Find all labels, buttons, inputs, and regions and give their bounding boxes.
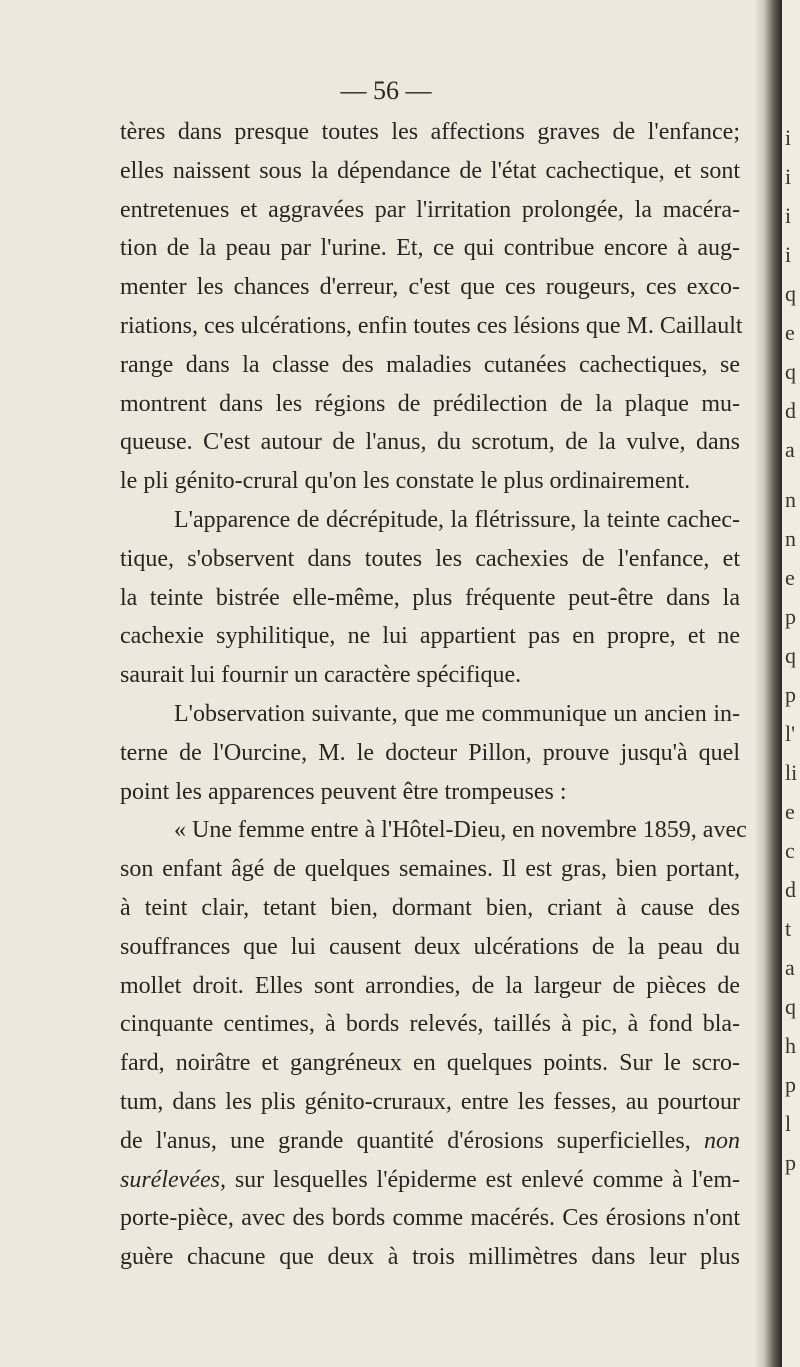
facing-letter: n xyxy=(785,526,796,551)
facing-letter: i xyxy=(785,242,792,267)
text-line: entretenues et aggravées par l'irritation prolongée, la macéra- xyxy=(120,196,740,223)
text-line: cinquante centimes, à bords relevés, taillés à pic, à fond bla- xyxy=(120,1011,740,1038)
text-line: mollet droit. Elles sont arrondies, de la largeur de pièces de xyxy=(120,972,740,999)
facing-letter: t xyxy=(785,916,792,941)
text-line: tion de la peau par l'urine. Et, ce qui contribue encore à aug- xyxy=(120,235,740,262)
facing-letter: d xyxy=(785,398,796,423)
text-line: tères dans presque toutes les affections graves de l'enfance; xyxy=(120,119,740,145)
text-line: le pli génito-crural qu'on les constate le plus ordinairement. xyxy=(120,468,691,495)
text-line xyxy=(120,1122,740,1161)
text-line: montrent dans les régions de prédilection de la plaque mu- xyxy=(120,390,740,417)
facing-letter: i xyxy=(785,203,792,228)
text-line: elles naissent sous la dépendance de l'état cachectique, et sont xyxy=(120,157,740,184)
facing-letter: q xyxy=(785,281,796,306)
text-line: son enfant âgé de quelques semaines. Il est gras, bien portant, xyxy=(120,856,740,883)
facing-letter: l' xyxy=(785,721,796,746)
text-line: la teinte bistrée elle-même, plus fréquente peut-être dans la xyxy=(120,584,740,611)
facing-letter: a xyxy=(785,437,795,462)
italic-fragment: non xyxy=(704,1127,741,1154)
facing-letter: e xyxy=(785,565,795,590)
text-line: cachexie syphilitique, ne lui appartient pas en propre, et ne xyxy=(120,623,740,650)
text-line: L'apparence de décrépitude, la flétrissure, la teinte cachec- xyxy=(174,506,740,533)
facing-letter: e xyxy=(785,799,795,824)
text-line: menter les chances d'erreur, c'est que ces rougeurs, ces exco- xyxy=(120,274,740,301)
text-line: tique, s'observent dans toutes les cachexies de l'enfance, et xyxy=(120,545,740,572)
text-fragment: sur lesquelles l'épiderme est enlevé comme à l'em- xyxy=(234,1166,741,1193)
facing-letter: p xyxy=(785,1072,796,1097)
text-line xyxy=(120,1161,740,1200)
text-line: tum, dans les plis génito-cruraux, entre les fesses, au pourtour xyxy=(120,1088,740,1115)
facing-letter: n xyxy=(785,487,796,512)
book-gutter xyxy=(754,0,782,1367)
text-line: terne de l'Ourcine, M. le docteur Pillon, prouve jusqu'à quel xyxy=(120,739,740,766)
facing-page-edge xyxy=(782,0,800,1367)
facing-letter: a xyxy=(785,955,795,980)
text-line: point les apparences peuvent être trompeuses : xyxy=(120,778,567,805)
text-line: range dans la classe des maladies cutanées cachectiques, se xyxy=(120,351,740,378)
text-line: souffrances que lui causent deux ulcérations de la peau du xyxy=(120,933,740,960)
facing-letter: c xyxy=(785,838,795,863)
facing-letter: h xyxy=(785,1033,796,1058)
facing-letter: q xyxy=(785,643,796,668)
text-fragment: de l'anus, une grande quantité d'érosions superficielles, xyxy=(120,1127,691,1154)
text-line: porte-pièce, avec des bords comme macérés. Ces érosions n'ont xyxy=(120,1205,740,1232)
text-line: guère chacune que deux à trois millimètres dans leur plus xyxy=(120,1244,740,1271)
text-line: saurait lui fournir un caractère spécifique. xyxy=(120,662,522,689)
page-number: — 56 — xyxy=(340,76,432,105)
facing-letter: li xyxy=(785,760,798,785)
facing-letter: q xyxy=(785,994,796,1019)
facing-letter: d xyxy=(785,877,796,902)
body-text xyxy=(120,113,747,1277)
facing-letter: p xyxy=(785,604,796,629)
facing-letter: i xyxy=(785,164,792,189)
italic-fragment: surélevées, xyxy=(120,1166,226,1193)
facing-letter: p xyxy=(785,1150,796,1175)
text-line: à teint clair, tetant bien, dormant bien, criant à cause des xyxy=(120,894,740,921)
text-line: queuse. C'est autour de l'anus, du scrotum, de la vulve, dans xyxy=(120,429,740,456)
facing-letter: p xyxy=(785,682,796,707)
facing-letter: l xyxy=(785,1111,792,1136)
text-line: « Une femme entre à l'Hôtel-Dieu, en novembre 1859, avec xyxy=(174,817,747,844)
text-line: riations, ces ulcérations, enfin toutes ces lésions que M. Caillault xyxy=(120,312,743,339)
text-line: fard, noirâtre et gangréneux en quelques points. Sur le scro- xyxy=(120,1050,740,1077)
facing-letter: q xyxy=(785,359,796,384)
text-line: L'observation suivante, que me communique un ancien in- xyxy=(174,700,740,727)
facing-letter: i xyxy=(785,125,792,150)
facing-letter: e xyxy=(785,320,795,345)
